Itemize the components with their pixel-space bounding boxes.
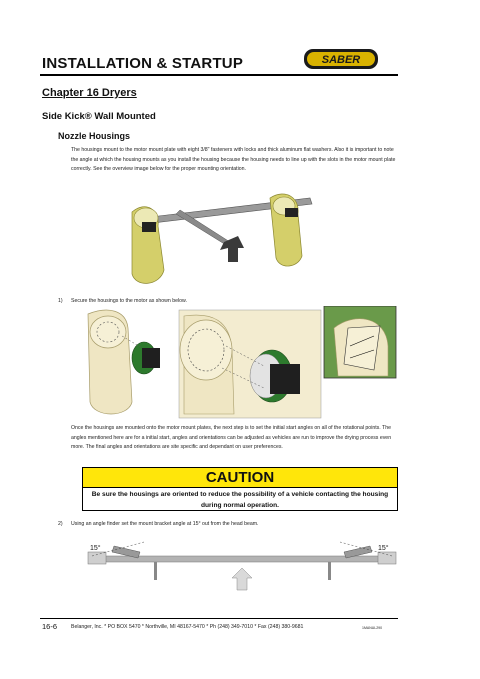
step-2-text: Using an angle finder set the mount bracket angle at 15° out from the head beam. xyxy=(71,521,259,527)
subsection-heading: Nozzle Housings xyxy=(58,131,131,141)
right-angle-label: 15° xyxy=(378,545,389,552)
footer-manual-code: 1MANUL290 xyxy=(362,626,383,630)
bracket-angle-figure xyxy=(84,532,400,594)
section-heading: Side Kick® Wall Mounted xyxy=(42,111,156,122)
step-1-number: 1) xyxy=(58,298,63,304)
svg-text:SABER: SABER xyxy=(321,54,361,66)
housing-motor-figure xyxy=(82,306,398,420)
intro-paragraph: The housings mount to the motor mount plate with eight 3/8" fasteners with locks and thick aluminum flat washers. Also it is important to note the angle at which the housing mounts as you install the housing because the housing needs to line up with the slots in the motor mount plate correctly. See the overview image below for the proper mounting orientation. xyxy=(71,147,396,172)
left-angle-label: 15° xyxy=(90,545,101,552)
angles-paragraph: Once the housings are mounted onto the motor mount plates, the next step is to set the initial start angles on all of the rotational points. The angles mentioned here are for a initial start, angles and orientations can be adjusted as vehicles are run to improve the drying process even more. The final angles and orientations are site specific and dependant on user preferences. xyxy=(71,425,392,450)
chapter-heading: Chapter 16 Dryers xyxy=(42,87,137,99)
caution-title: CAUTION xyxy=(83,468,397,488)
step-1-text: Secure the housings to the motor as shown below. xyxy=(71,298,187,304)
saber-logo xyxy=(303,48,379,70)
overview-figure xyxy=(120,190,320,290)
page-header-title: INSTALLATION & STARTUP xyxy=(42,55,244,72)
step-2-number: 2) xyxy=(58,521,63,527)
footer-contact: Belanger, Inc. * PO BOX 5470 * Northville, MI 48167-5470 * Ph (248) 349-7010 * Fax (248) 380-9681 xyxy=(71,624,304,630)
footer-divider xyxy=(40,618,398,619)
footer-page-number: 16-6 xyxy=(42,622,58,631)
header-divider xyxy=(40,74,398,76)
caution-text: Be sure the housings are oriented to reduce the possibility of a vehicle contacting the housing during normal operation. xyxy=(91,491,389,509)
caution-box xyxy=(82,467,398,511)
